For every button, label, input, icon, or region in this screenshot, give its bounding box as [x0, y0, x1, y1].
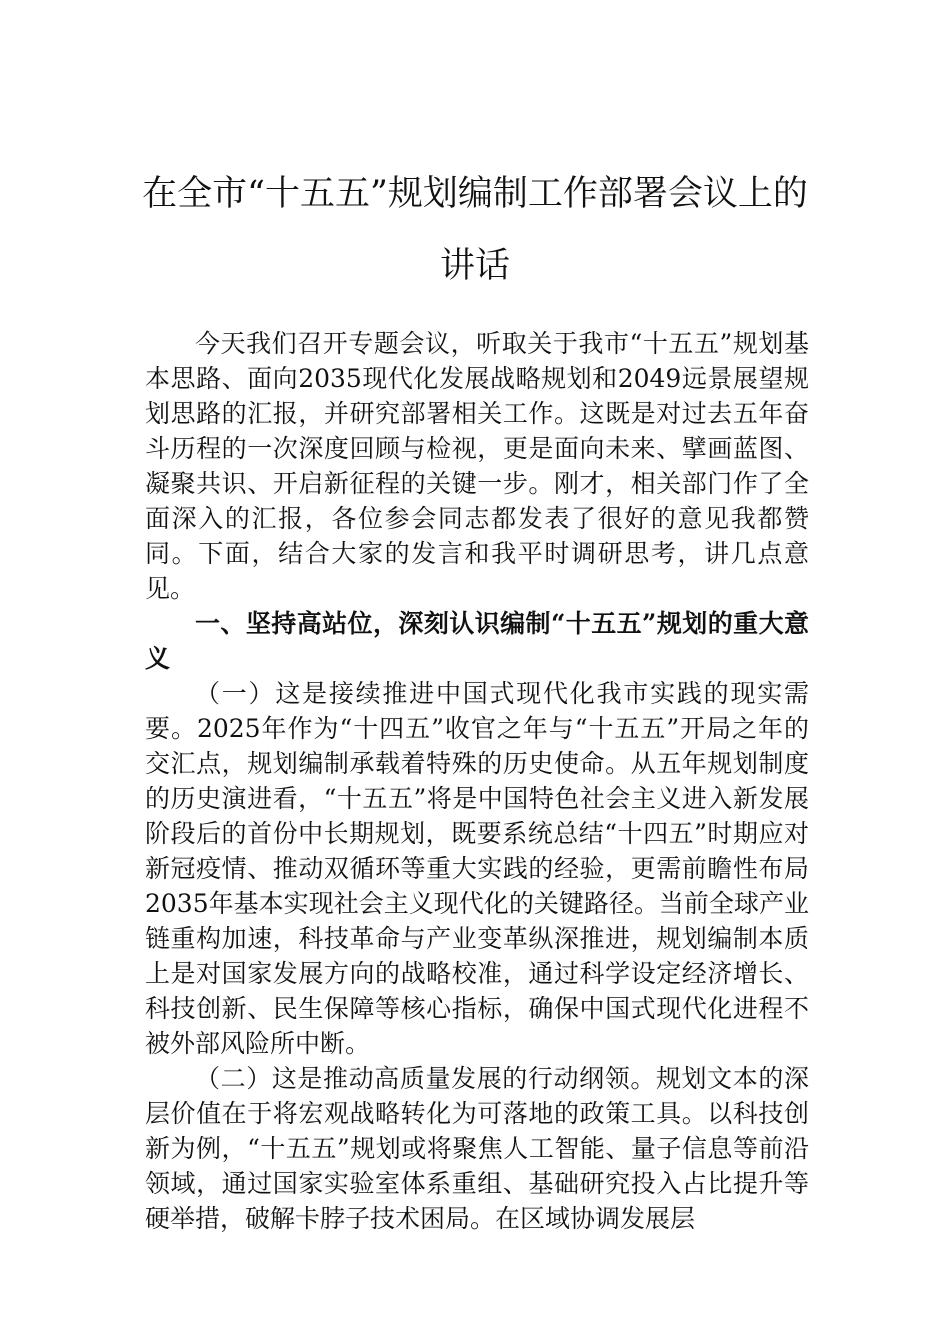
section-heading-1: 一、坚持高站位，深刻认识编制“十五五”规划的重大意义 [145, 609, 809, 673]
paragraph-point-2: （二）这是推动高质量发展的行动纲领。规划文本的深层价值在于将宏观战略转化为可落地的政策工具。以科技创新为例，“十五五”规划或将聚焦人工智能、量子信息等前沿领域，通过国家实验室体系重组、基础研究投入占比提升等硬举措，破解卡脖子技术困局。在区域协调发展层 [145, 1064, 809, 1233]
document-title [130, 158, 820, 302]
title-line-1: 在全市“十五五”规划编制工作部署会议上的 [142, 174, 808, 214]
paragraph-point-1: （一）这是接续推进中国式现代化我市实践的现实需要。2025年作为“十四五”收官之年与“十五五”开局之年的交汇点，规划编制承载着特殊的历史使命。从五年规划制度的历史演进看，“十五五”将是中国特色社会主义进入新发展阶段后的首份中长期规划，既要系统总结“十四五”时期应对新冠疫情、推动双循环等重大实践的经验，更需前瞻性布局2035年基本实现社会主义现代化的关键路径。当前全球产业链重构加速，科技革命与产业变革纵深推进，规划编制本质上是对国家发展方向的战略校准，通过科学设定经济增长、科技创新、民生保障等核心指标，确保中国式现代化进程不被外部风险所中断。 [145, 679, 809, 1058]
title-line-2: 讲话 [439, 246, 510, 286]
paragraph-intro: 今天我们召开专题会议，听取关于我市“十五五”规划基本思路、面向2035现代化发展战略规划和2049远景展望规划思路的汇报，并研究部署相关工作。这既是对过去五年奋斗历程的一次深度回顾与检视，更是面向未来、擘画蓝图、凝聚共识、开启新征程的关键一步。刚才，相关部门作了全面深入的汇报，各位参会同志都发表了很好的意见我都赞同。下面，结合大家的发言和我平时调研思考，讲几点意见。 [145, 329, 809, 603]
document-body [145, 326, 809, 1236]
